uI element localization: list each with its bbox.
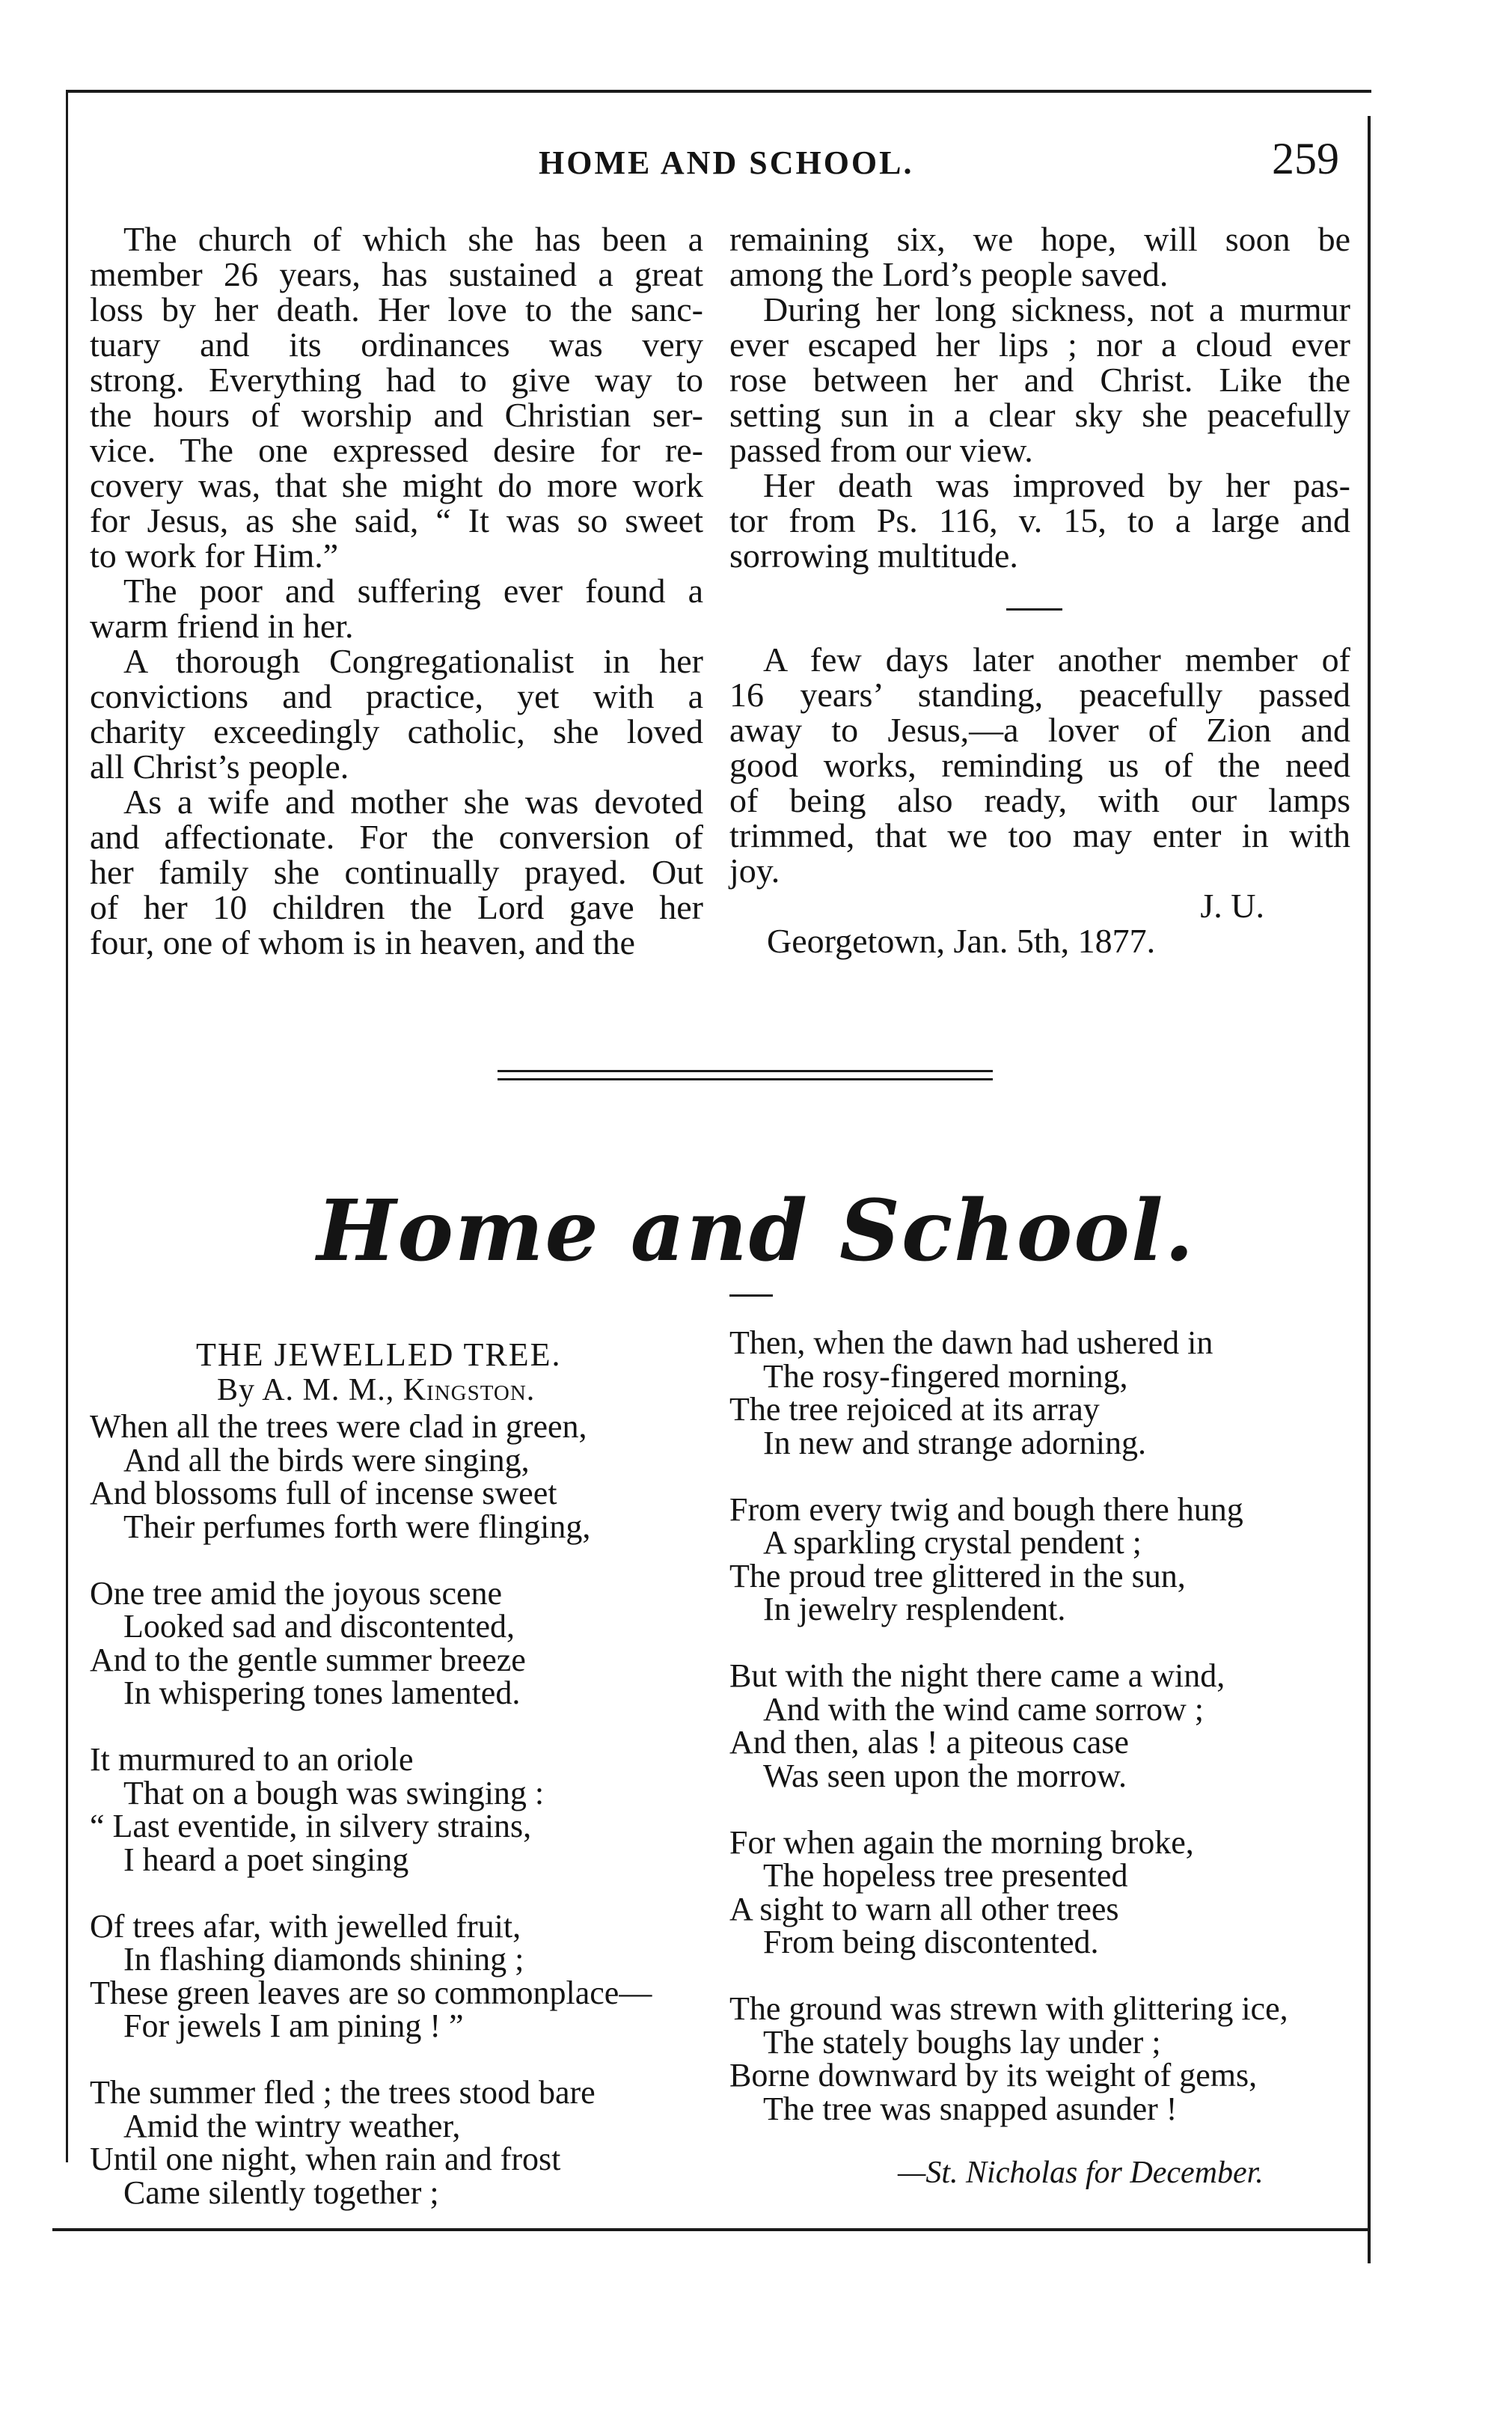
poem-line: These green leaves are so commonplace—: [90, 1974, 652, 2011]
text-line: warm friend in her.: [90, 607, 354, 645]
obituary-left-column: [90, 221, 703, 960]
frame-left-rule: [66, 90, 68, 2162]
poem-line: And with the wind came sorrow ;: [763, 1690, 1204, 1728]
text-line: ever escaped her lips ; nor a cloud ever: [729, 325, 1350, 364]
poem-line: But with the night there came a wind,: [729, 1657, 1225, 1694]
signature: J. U.: [1200, 887, 1264, 925]
poem-line: A sparkling crystal pendent ;: [763, 1524, 1142, 1561]
stanza-gap: [90, 1710, 703, 1744]
poem-line: And to the gentle summer breeze: [90, 1641, 526, 1678]
poem-line: Of trees afar, with jewelled fruit,: [90, 1907, 521, 1945]
text-line: for Jesus, as she said, “ It was so sweet: [90, 501, 703, 539]
dateline: Georgetown, Jan. 5th, 1877.: [767, 922, 1156, 960]
title-underline: [729, 1294, 773, 1297]
poem-line: Until one night, when rain and frost: [90, 2141, 561, 2177]
text-line: member 26 years, has sustained a great: [90, 255, 703, 293]
text-line: strong. Everything had to give way to: [90, 361, 703, 399]
poem-line: Then, when the dawn had ushered in: [729, 1324, 1213, 1361]
text-line: As a wife and mother she was devoted: [123, 783, 703, 821]
text-line: A few days later another member of: [763, 640, 1350, 679]
text-line: tor from Ps. 116, v. 15, to a large and: [729, 501, 1350, 539]
byline-author: By A. M. M.,: [217, 1373, 395, 1407]
poem-line: Amid the wintry weather,: [123, 2107, 461, 2144]
poem-line: In jewelry resplendent.: [763, 1591, 1066, 1627]
poem-line: The tree rejoiced at its array: [729, 1391, 1100, 1428]
stanza-gap: [90, 1877, 703, 1910]
text-line: sorrowing multitude.: [729, 536, 1018, 575]
poem-line: Came silently together ;: [123, 2174, 439, 2211]
text-line: A thorough Congregationalist in her: [123, 642, 703, 680]
text-line: The poor and suffering ever found a: [123, 572, 703, 610]
section-title: Home and School.: [316, 1182, 1196, 1280]
text-line: loss by her death. Her love to the sanc-: [90, 290, 703, 328]
stanza-gap: [90, 2043, 703, 2077]
poem-line: Was seen upon the morrow.: [763, 1757, 1127, 1794]
poem-title: THE JEWELLED TREE.: [196, 1336, 562, 1373]
poem-line: The rosy-fingered morning,: [763, 1357, 1128, 1395]
text-line: During her long sickness, not a murmur: [763, 290, 1350, 328]
text-line: The church of which she has been a: [123, 220, 703, 258]
byline-place: Kingston.: [403, 1373, 536, 1407]
poem-line: The summer fled ; the trees stood bare: [90, 2074, 596, 2111]
poem-line: The stately boughs lay under ;: [763, 2023, 1161, 2061]
poem-line: From every twig and bough there hung: [729, 1490, 1243, 1528]
stanza-gap: [729, 1460, 1350, 1493]
text-line: joy.: [729, 851, 780, 890]
obituary-note-column: [729, 642, 1350, 888]
text-line: away to Jesus,—a lover of Zion and: [729, 711, 1350, 749]
stanza-gap: [729, 1627, 1350, 1660]
poem-line: The tree was snapped asunder !: [763, 2090, 1178, 2127]
text-line: all Christ’s people.: [90, 747, 349, 786]
text-line: tuary and its ordinances was very: [90, 325, 703, 364]
poem-line: And all the birds were singing,: [123, 1441, 530, 1478]
poem-line: A sight to warn all other trees: [729, 1890, 1119, 1927]
stanza-gap: [729, 1793, 1350, 1826]
text-line: trimmed, that we too may enter in with: [729, 816, 1350, 854]
text-line: her family she continually prayed. Out: [90, 853, 703, 891]
obituary-right-column: [729, 221, 1350, 573]
poem-line: That on a bough was swinging :: [123, 1774, 545, 1811]
poem-line: The hopeless tree presented: [763, 1857, 1128, 1894]
poem-left-column: [90, 1410, 703, 2209]
text-line: of her 10 children the Lord gave her: [90, 888, 703, 926]
section-rule-upper: [498, 1070, 993, 1072]
text-line: rose between her and Christ. Like the: [729, 361, 1350, 399]
poem-byline: [217, 1372, 535, 1408]
text-line: among the Lord’s people saved.: [729, 255, 1169, 293]
poem-line: In whispering tones lamented.: [123, 1675, 521, 1711]
poem-line: Their perfumes forth were flinging,: [123, 1508, 591, 1545]
page-number: 259: [1272, 134, 1339, 183]
poem-line: When all the trees were clad in green,: [90, 1408, 587, 1445]
poem-line: For when again the morning broke,: [729, 1823, 1194, 1861]
poem-line: It murmured to an oriole: [90, 1741, 414, 1778]
stanza-gap: [729, 1960, 1350, 1993]
poem-line: In flashing diamonds shining ;: [123, 1941, 524, 1978]
poem-line: “ Last eventide, in silvery strains,: [90, 1808, 532, 1844]
short-divider: [1006, 608, 1062, 611]
text-line: the hours of worship and Christian ser-: [90, 396, 703, 434]
poem-line: And then, alas ! a piteous case: [729, 1724, 1129, 1761]
poem-line: Borne downward by its weight of gems,: [729, 2057, 1258, 2094]
text-line: of being also ready, with our lamps: [729, 781, 1350, 819]
running-header: HOME AND SCHOOL.: [539, 144, 914, 181]
poem-line: In new and strange adorning.: [763, 1424, 1146, 1461]
stanza-gap: [90, 1544, 703, 1577]
poem-line: I heard a poet singing: [123, 1841, 409, 1878]
poem-line: From being discontented.: [763, 1924, 1099, 1960]
text-line: passed from our view.: [729, 431, 1033, 469]
text-line: covery was, that she might do more work: [90, 466, 703, 504]
text-line: four, one of whom is in heaven, and the: [90, 923, 635, 961]
text-line: vice. The one expressed desire for re-: [90, 431, 703, 469]
text-line: Her death was improved by her pas-: [763, 466, 1350, 504]
poem-line: And blossoms full of incense sweet: [90, 1475, 557, 1511]
frame-bottom-rule: [52, 2228, 1369, 2231]
poem-line: The proud tree glittered in the sun,: [729, 1557, 1186, 1594]
text-line: convictions and practice, yet with a: [90, 677, 703, 715]
text-line: and affectionate. For the conversion of: [90, 818, 703, 856]
text-line: remaining six, we hope, will soon be: [729, 220, 1350, 258]
text-line: charity exceedingly catholic, she loved: [90, 712, 703, 750]
poem-line: The ground was strewn with glittering ice,: [729, 1990, 1288, 2027]
poem-line: For jewels I am pining ! ”: [123, 2007, 464, 2044]
poem-line: Looked sad and discontented,: [123, 1608, 515, 1645]
text-line: good works, reminding us of the need: [729, 746, 1350, 784]
text-line: 16 years’ standing, peacefully passed: [729, 676, 1350, 714]
text-line: setting sun in a clear sky she peacefully: [729, 396, 1350, 434]
obituary-signoff: [729, 888, 1350, 958]
frame-top-rule: [66, 90, 1371, 93]
poem-right-column: [729, 1324, 1350, 2127]
section-rule-lower: [498, 1078, 993, 1080]
poem-source: —St. Nicholas for December.: [898, 2156, 1264, 2190]
text-line: to work for Him.”: [90, 536, 339, 575]
poem-line: One tree amid the joyous scene: [90, 1574, 503, 1612]
